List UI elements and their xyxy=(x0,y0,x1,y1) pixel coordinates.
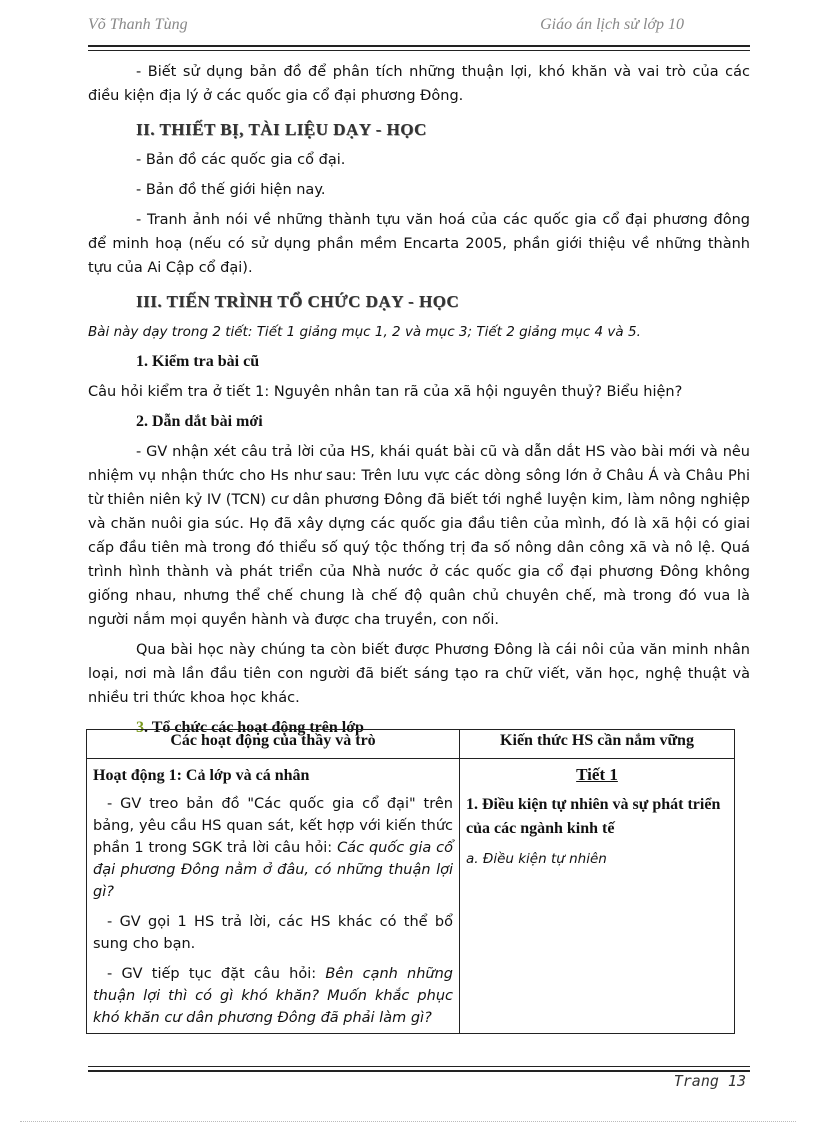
activity-title: Hoạt động 1: Cả lớp và cá nhân xyxy=(93,767,310,784)
lesson-note: Bài này dạy trong 2 tiết: Tiết 1 giảng mục 1, 2 và mục 3; Tiết 2 giảng mục 4 và 5. xyxy=(88,324,641,340)
subsection-3-number: 3 xyxy=(136,719,144,736)
header-rule xyxy=(88,45,750,47)
subsection-2-title: 2. Dẫn dắt bài mới xyxy=(136,413,263,430)
page-header xyxy=(88,14,750,44)
footer-rule-thin xyxy=(88,1066,750,1067)
header-rule-thin xyxy=(88,50,750,51)
page-body xyxy=(88,60,750,740)
activities-cell xyxy=(87,759,460,1034)
header-title: Giáo án lịch sử lớp 10 xyxy=(540,16,684,33)
intro-lesson-paragraph: - GV nhận xét câu trả lời của HS, khái quát bài cũ và dẫn dắt HS vào bài mới và nêu nhiệm vụ nhận thức cho Hs như sau: Trên lưu vực các dòng sông lớn ở Châu Á và Châu Phi từ thiên niên kỷ IV (TCN) cư dân phương Đông đã biết tới nghề luyện kim, làm nông nghiệp và chăn nuôi gia súc. Họ đã xây dựng các quốc gia đầu tiên của mình, đó là xã hội có giai cấp đầu tiên mà trong đó thiểu số quý tộc thống trị đa số nông dân công xã và nô lệ. Quá trình hình thành và phát triển của Nhà nước ở các quốc gia cổ đại phương Đông không giống nhau, nhưng thể chế chung là chế độ quân chủ chuyên chế, mà trong đó vua là người nắm mọi quyền hành và được cha truyền, con nối. xyxy=(88,444,750,628)
col-header-knowledge: Kiến thức HS cần nắm vững xyxy=(460,730,735,759)
equipment-item: - Bản đồ thế giới hiện nay. xyxy=(136,182,326,198)
subsection-3-label: . Tổ chức các hoạt động trên lớp xyxy=(144,719,364,736)
intro-lesson-paragraph-2: Qua bài học này chúng ta còn biết được Phương Đông là cái nôi của văn minh nhân loại, nơi mà lần đầu tiên con người đã biết sáng tạo ra chữ viết, văn học, nghệ thuật và nhiều tri thức khoa học khác. xyxy=(88,642,750,706)
section-3-title: III. TIẾN TRÌNH TỔ CHỨC DẠY - HỌC xyxy=(136,292,460,311)
equipment-item: - Tranh ảnh nói về những thành tựu văn hoá của các quốc gia cổ đại phương đông để minh hoạ (nếu có sử dụng phần mềm Encarta 2005, phần giới thiệu về những thành tựu của Ai Cập cổ đại). xyxy=(88,212,750,276)
footer-rule xyxy=(88,1070,750,1072)
header-author: Võ Thanh Tùng xyxy=(88,16,188,33)
knowledge-cell xyxy=(460,759,735,1034)
knowledge-heading: 1. Điều kiện tự nhiên và sự phát triển của các ngành kinh tế xyxy=(466,796,721,837)
activities-table xyxy=(86,729,735,1034)
knowledge-subheading: a. Điều kiện tự nhiên xyxy=(466,851,607,867)
activity-step: - GV treo bản đồ "Các quốc gia cổ đại" trên bảng, yêu cầu HS quan sát, kết hợp với kiến thức phần 1 trong SGK trả lời câu hỏi: Các quốc gia cổ đại phương Đông nằm ở đâu, có những thuận lợi gì? xyxy=(93,796,453,900)
subsection-1-title: 1. Kiểm tra bài cũ xyxy=(136,353,260,370)
col-header-activities: Các hoạt động của thầy và trò xyxy=(87,730,460,759)
review-question: Câu hỏi kiểm tra ở tiết 1: Nguyên nhân tan rã của xã hội nguyên thuỷ? Biểu hiện? xyxy=(88,384,683,400)
section-2-title: II. THIẾT BỊ, TÀI LIỆU DẠY - HỌC xyxy=(136,120,427,139)
page-edge xyxy=(20,1121,796,1122)
page-number: Trang 13 xyxy=(673,1072,746,1090)
activity-step: - GV tiếp tục đặt câu hỏi: Bên cạnh những thuận lợi thì có gì khó khăn? Muốn khắc phục khó khăn cư dân phương Đông đã phải làm gì? xyxy=(93,966,454,1026)
equipment-item: - Bản đồ các quốc gia cổ đại. xyxy=(136,152,346,168)
lesson-period: Tiết 1 xyxy=(576,765,618,784)
intro-paragraph: - Biết sử dụng bản đồ để phân tích những thuận lợi, khó khăn và vai trò của các điều kiện địa lý ở các quốc gia cổ đại phương Đông. xyxy=(88,64,750,104)
activity-step: - GV gọi 1 HS trả lời, các HS khác có thể bổ sung cho bạn. xyxy=(93,914,453,952)
